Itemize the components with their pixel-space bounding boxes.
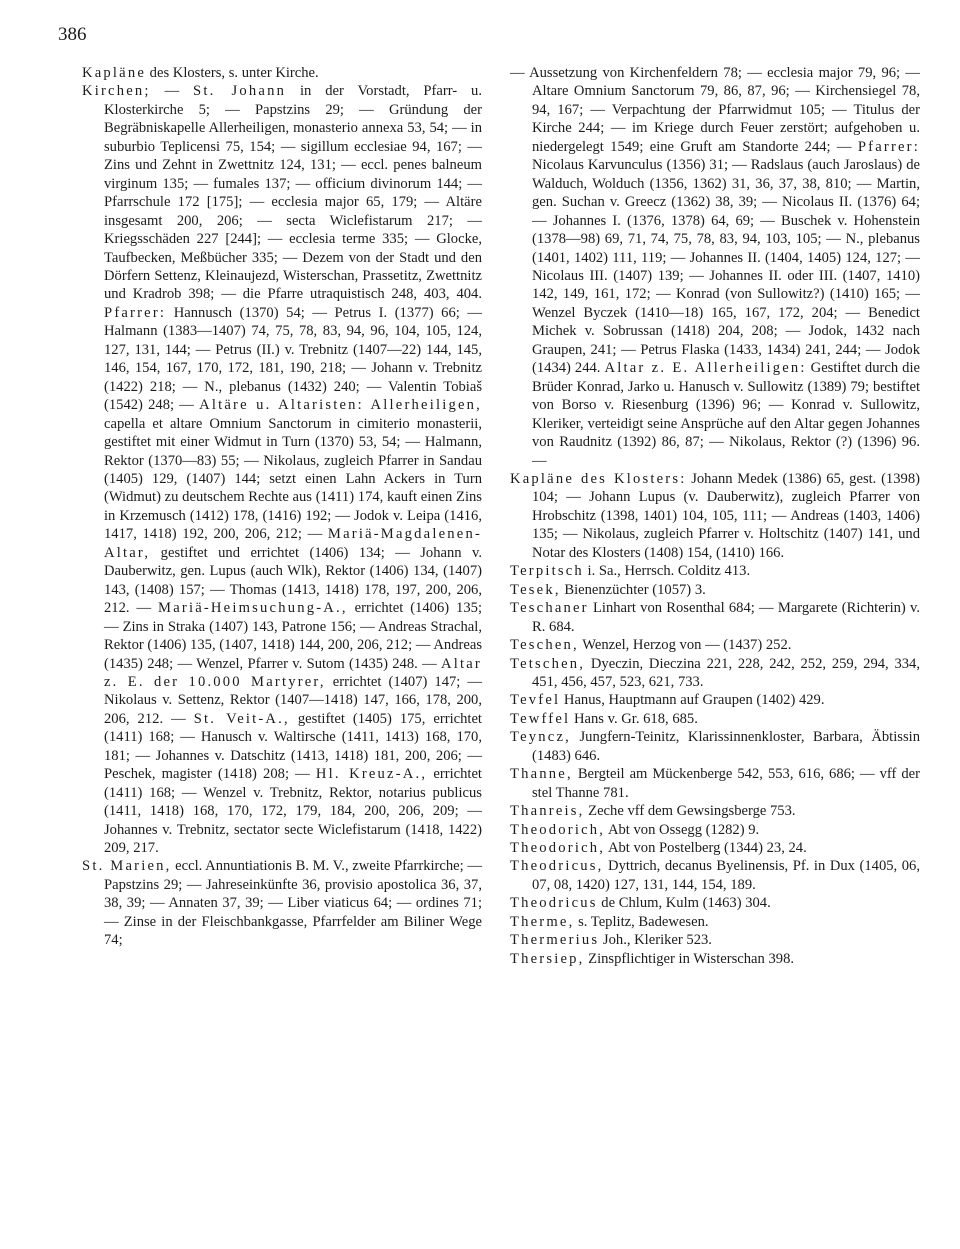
index-heading: Theodorich,: [510, 821, 606, 838]
index-heading: Pfarrer:: [104, 304, 167, 321]
index-heading: Mariä-Magdalenen-Altar,: [104, 526, 482, 561]
index-entry: [510, 821, 920, 839]
index-heading: St. Veit-A.,: [193, 710, 290, 727]
index-entry: [510, 470, 920, 562]
index-text: —: [150, 83, 194, 100]
index-heading: Teschaner: [510, 600, 589, 617]
page-number: 386: [58, 24, 87, 45]
index-text: Joh., Kleriker 523.: [599, 932, 712, 949]
index-text: Jungfern-Teinitz, Klarissinnenkloster, Barbara, Äbtissin (1483) 646.: [532, 729, 920, 764]
index-text: des Klosters, s. unter Kirche.: [146, 65, 319, 81]
index-entry: [510, 913, 920, 931]
index-text: Hannusch (1370) 54; — Petrus I. (1377) 66; — Halmann (1383—1407) 74, 75, 78, 83, 94, 96, 104, 105, 124, 127, 131, 144; — Petrus (II.) v. Trebnitz (1407—22) 144, 145, 146, 154, 167, 170, 172, 181, 190, 218; — Johann v. Trebnitz (1422) 218; — N., plebanus (1432) 240; — Valentin Tobiaš (1542) 248; —: [104, 304, 482, 414]
index-text: in der Vorstadt, Pfarr- u. Klosterkirche 5; — Papstzins 29; — Gründung der Begräbniskapelle Allerheiligen, monasterio annexa 53, 54; — in suburbio Teplicensi 75, 154; — sigillum ecclesiae 94, 167; — Zins und Zehnt in Zwettnitz 124, 131; — eccl. penes balneum virginum 135; — fumales 137; — officium divinorum 144; — Pfarrschule 172 [175]; — ecclesia major 65, 179; — Altäre insgesamt 200, 206; — secta Wiclefistarum 217; — Kriegsschäden 227 [244]; — ecclesia terme 335; — Glocke, Taufbecken, Meßbücher 335; — Dezem von der Stadt und den Dörfern Settenz, Kleinaujezd, Wisterschan, Prassetitz, Zwettnitz und Kradrob 398; — die Pfarre utraquistisch 248, 403, 404.: [104, 83, 482, 303]
index-heading: Altäre u. Altaristen: Allerheiligen,: [199, 397, 482, 414]
index-entry: [510, 839, 920, 857]
index-entry: [510, 64, 920, 470]
index-heading: Thanne,: [510, 766, 573, 783]
index-text: Zinspflichtiger in Wisterschan 398.: [584, 950, 795, 967]
index-heading: Altar z. E. der 10.000 Martyrer,: [104, 655, 482, 690]
index-entry: [510, 728, 920, 765]
index-text: capella et altare Omnium Sanctorum in cimiterio monasterii, gestiftet mit einer Widmut in Turn (1370) 53, 54; — Halmann, Rektor (1370—83) 55; — Nikolaus, zugleich Pfarrer in Sandau (1405) 129, (1407) 144; setzt einen Lahn Ackers in Turn (Widmut) zu deutschem Rechte aus (1411) 174, kauft einen Zins in Krzemusch (1412) 178, (1416) 192; — Jodok v. Leipa (1416, 1417, 1418) 192, 200, 206, 212; —: [104, 415, 482, 543]
index-entry: [510, 931, 920, 949]
index-heading: Thersiep,: [510, 950, 585, 967]
index-text: Gestiftet durch die Brüder Konrad, Jarko u. Hanusch v. Sullowitz (1389) 79; bestiftet von Borso v. Riesenburg (1396) 96; — Konrad v. Sullowitz, Kleriker, verteidigt seine Ansprüche auf den Altar gegen Johannes von Raudnitz (1392) 86, 87; — Nikolaus, Rektor (?) (1396) 96. —: [532, 360, 920, 469]
index-heading: Theodorich,: [510, 840, 606, 857]
index-entry: [510, 857, 920, 894]
index-entry: [510, 636, 920, 654]
index-text: gestiftet (1405) 175, errichtet (1411) 168; — Hanusch v. Waltirsche (1411, 1413) 168, 170, 181; — Johannes v. Datschitz (1413, 1418) 181, 200, 206; — Peschek, magister (1418) 208; —: [104, 710, 482, 783]
index-heading: Kirchen;: [82, 83, 151, 100]
index-entry: [510, 894, 920, 912]
index-text: Hanus, Hauptmann auf Graupen (1402) 429.: [560, 692, 825, 709]
index-heading: Tesek,: [510, 581, 561, 598]
index-text: Zeche vff dem Gewsingsberge 753.: [584, 803, 796, 820]
index-heading: Therme,: [510, 913, 575, 930]
index-text: Abt von Postelberg (1344) 23, 24.: [605, 840, 807, 857]
index-heading: Terpitsch: [510, 563, 584, 580]
index-entry: [510, 691, 920, 709]
index-text: Dyeczin, Dieczina 221, 228, 242, 252, 259, 294, 334, 451, 456, 457, 523, 621, 733.: [532, 655, 920, 690]
index-entry: [510, 765, 920, 802]
index-entry: [82, 857, 482, 949]
index-heading: Teyncz,: [510, 729, 571, 746]
index-entry: [510, 655, 920, 692]
index-text: eccl. Annuntiationis B. M. V., zweite Pfarrkirche; — Papstzins 29; — Jahreseinkünfte 36, provisio apostolica 36, 37, 38, 39; — Annaten 37, 39; — Liber viaticus 64; — ordines 71; — Zinse in der Fleischbankgasse, Pfarrfelder am Biliner Wege 74;: [104, 858, 482, 949]
index-heading: Theodricus,: [510, 858, 604, 875]
index-entry: [510, 710, 920, 728]
index-text: gestiftet und errichtet (1406) 134; — Johann v. Dauberwitz, gen. Lupus (auch Wlk), Rektor (1406) 134, (1407) 143, (1408) 157; — Thomas (1413, 1418) 178, 197, 200, 206, 212. —: [104, 544, 482, 617]
index-heading: Theodricus: [510, 895, 598, 912]
index-heading: St. Johann: [193, 83, 287, 100]
index-text: Abt von Ossegg (1282) 9.: [605, 821, 760, 838]
index-text: Bergteil am Mückenberge 542, 553, 616, 686; — vff der stel Thanne 781.: [532, 766, 920, 801]
index-heading: Hl. Kreuz-A.,: [315, 766, 428, 783]
index-heading: St. Marien,: [82, 858, 172, 875]
index-text: s. Teplitz, Badewesen.: [574, 913, 709, 930]
index-heading: Mariä-Heimsuchung-A.,: [158, 600, 348, 617]
index-entry: [82, 82, 482, 857]
index-text: i. Sa., Herrsch. Colditz 413.: [583, 563, 751, 580]
index-text: errichtet (1406) 135; — Zins in Straka (1407) 143, Patrone 156; — Andreas Strachal, Rektor (1406) 135, (1407, 1418) 144, 200, 206, 212; — Andreas (1435) 248; — Wenzel, Pfarrer v. Sutom (1435) 248. —: [104, 600, 482, 672]
index-text: errichtet (1411) 168; — Wenzel v. Trebnitz, Rektor, notarius publicus (1411, 1418) 168, 170, 172, 179, 184, 200, 206, 209; — Johannes v. Trebnitz, sectator secte Wiclefistarum (1418, 1422) 209, 217.: [104, 766, 482, 857]
index-entry: [510, 950, 920, 968]
index-heading: Pfarrer:: [857, 138, 920, 155]
left-column: [82, 64, 482, 950]
index-entry: [82, 64, 482, 82]
right-column: [510, 64, 920, 968]
index-heading: Kapläne des Klosters:: [510, 470, 687, 487]
index-heading: Thermerius: [510, 932, 600, 949]
index-text: — Aussetzung von Kirchenfeldern 78; — ecclesia major 79, 96; — Altare Omnium Sanctorum 79, 86, 87, 96; — Kirchensiegel 78, 94, 167; — Verpachtung der Pfarrwidmut 105; — Titulus der Kirche 244; — im Kriege durch Feuer zerstört; aufgehoben u. niedergelegt 1549; eine Gruft am Standorte 244; —: [510, 65, 920, 155]
index-text: de Chlum, Kulm (1463) 304.: [597, 895, 771, 912]
index-heading: Tevfel: [510, 692, 561, 709]
index-heading: Tetschen,: [510, 655, 586, 672]
index-entry: [510, 581, 920, 599]
index-entry: [510, 802, 920, 820]
index-heading: Altar z. E. Allerheiligen:: [604, 360, 807, 377]
index-text: Wenzel, Herzog von — (1437) 252.: [578, 637, 792, 654]
index-heading: Teschen,: [510, 637, 579, 654]
index-text: Dyttrich, decanus Byelinensis, Pf. in Dux (1405, 06, 07, 08, 1420) 127, 131, 144, 154, 189.: [532, 858, 920, 893]
index-heading: Kapläne: [82, 65, 147, 81]
index-text: Linhart von Rosenthal 684; — Margarete (Richterin) v. R. 684.: [532, 600, 920, 635]
index-heading: Thanreis,: [510, 803, 585, 820]
index-entry: [510, 599, 920, 636]
index-text: Johann Medek (1386) 65, gest. (1398) 104; — Johann Lupus (v. Dauberwitz), zugleich Pfarrer von Hrobschitz (1398, 1401) 104, 105, 111; — Andreas (1403, 1406) 135; — Nikolaus, zugleich Pfarrer v. Holtschitz (1407) 141, und Notar des Klosters (1408) 154, (1410) 166.: [532, 470, 920, 561]
index-entry: [510, 562, 920, 580]
index-heading: Tewffel: [510, 710, 571, 727]
index-text: Hans v. Gr. 618, 685.: [570, 710, 698, 727]
index-text: Bienenzüchter (1057) 3.: [560, 581, 706, 598]
index-text: errichtet (1407) 147; — Nikolaus v. Settenz, Rektor (1407—1418) 147, 166, 178, 200, 206, 212. —: [104, 673, 482, 727]
index-text: Nicolaus Karvunculus (1356) 31; — Radslaus (auch Jaroslaus) de Walduch, Wolduch (1356, 1362) 31, 36, 37, 38, 810; — Martin, gen. Suchan v. Greecz (1362) 38, 39; — Nicolaus II. (1376) 64; — Johannes I. (1376, 1378) 64, 69; — Buschek v. Hohenstein (1378—98) 69, 71, 74, 75, 78, 83, 94, 103, 105; — N., plebanus (1401, 1402) 111, 119; — Johannes II. (1404, 1405) 124, 127; — Nicolaus III. (1407) 139; — Johannes II. oder III. (1407, 1410) 142, 149, 161, 172; — Konrad (von Sullowitz?) (1410) 165; — Wenzel Byczek (1410—18) 165, 167, 172, 204; — Benedict Michek v. Sobrussan (1418) 204, 208; — Jodok, 1432 nach Graupen, 241; — Petrus Flaska (1433, 1434) 241, 244; — Jodok (1434) 244.: [532, 157, 920, 377]
